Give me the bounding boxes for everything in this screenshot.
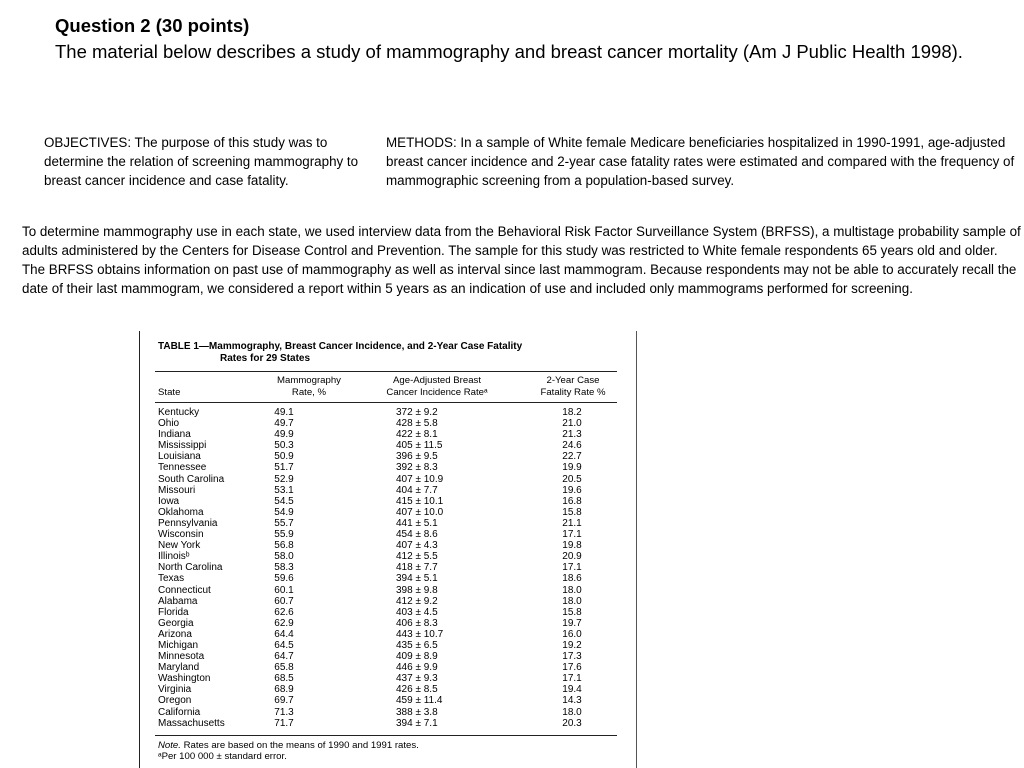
cell-incidence-rate: 388 ± 3.8 <box>396 706 438 718</box>
cell-state: Missouri <box>158 484 196 496</box>
cell-state: Georgia <box>158 617 194 629</box>
cell-fatality-rate: 19.4 <box>562 684 582 696</box>
cell-fatality-rate: 24.6 <box>562 440 582 452</box>
cell-incidence-rate: 407 ± 10.9 <box>396 473 444 485</box>
cell-mammography-rate: 55.7 <box>274 517 294 529</box>
header-state: State <box>158 387 181 398</box>
cell-incidence-rate: 409 ± 8.9 <box>396 651 438 663</box>
cell-state: Minnesota <box>158 651 205 663</box>
cell-fatality-rate: 21.1 <box>562 517 582 529</box>
cell-incidence-rate: 407 ± 4.3 <box>396 540 438 552</box>
question-intro: The material below describes a study of mammography and breast cancer mortality (Am J Public Health 1998). <box>55 41 963 62</box>
cell-state: California <box>158 706 201 718</box>
cell-fatality-rate: 14.3 <box>562 695 582 707</box>
cell-state: Connecticut <box>158 584 211 596</box>
header-fatality-line2: Fatality Rate % <box>540 386 606 398</box>
note-text: Rates are based on the means of 1990 and 1991 rates. <box>183 740 419 751</box>
cell-state: Virginia <box>158 684 192 696</box>
table-caption-line2: Rates for 29 States <box>220 353 311 364</box>
cell-incidence-rate: 406 ± 8.3 <box>396 617 438 629</box>
cell-fatality-rate: 21.0 <box>562 418 582 430</box>
cell-mammography-rate: 50.9 <box>274 451 294 463</box>
cell-state: Kentucky <box>158 407 200 418</box>
header-mammography-line1: Mammography <box>277 375 341 386</box>
header-fatality-line1: 2-Year Case <box>546 375 600 386</box>
cell-mammography-rate: 59.6 <box>274 573 294 585</box>
cell-state: Wisconsin <box>158 529 204 541</box>
cell-fatality-rate: 18.0 <box>562 595 582 607</box>
cell-mammography-rate: 54.5 <box>274 495 294 507</box>
header-incidence-line2: Cancer Incidence Rateᵃ <box>386 386 488 398</box>
cell-state: Iowa <box>158 495 180 507</box>
cell-incidence-rate: 394 ± 5.1 <box>396 573 438 585</box>
cell-incidence-rate: 454 ± 8.6 <box>396 529 438 541</box>
cell-mammography-rate: 68.9 <box>274 684 294 696</box>
cell-fatality-rate: 19.6 <box>562 484 582 496</box>
brfss-paragraph: To determine mammography use in each state, we used interview data from the Behavioral Risk Factor Surveillance System (BRFSS), a multistage probability sample of adults administered by the Centers for Disease Control and Prevention. The sample for this study was restricted to White female respondents 65 years old and older. The BRFSS obtains information on past use of mammography as well as interval since last mammogram. Because respondents may not be able to accurately recall the date of their last mammogram, we considered a report within 5 years as an indication of use and included only mammograms performed for screening. <box>22 224 1021 296</box>
header-incidence-line1: Age-Adjusted Breast <box>393 375 481 386</box>
cell-incidence-rate: 405 ± 11.5 <box>396 440 443 452</box>
cell-mammography-rate: 58.3 <box>274 562 294 574</box>
header-fatality <box>523 375 623 398</box>
cell-incidence-rate: 428 ± 5.8 <box>396 418 438 430</box>
header-incidence <box>369 375 505 398</box>
header-mammography <box>261 375 357 398</box>
cell-mammography-rate: 54.9 <box>274 506 294 518</box>
cell-fatality-rate: 20.3 <box>562 717 582 729</box>
cell-incidence-rate: 443 ± 10.7 <box>396 628 444 640</box>
cell-fatality-rate: 17.6 <box>562 662 582 674</box>
cell-mammography-rate: 49.1 <box>274 407 294 418</box>
cell-incidence-rate: 403 ± 4.5 <box>396 606 438 618</box>
cell-fatality-rate: 21.3 <box>562 429 582 441</box>
cell-fatality-rate: 18.6 <box>562 573 582 585</box>
table-bottom-rule <box>155 735 617 736</box>
cell-state: South Carolina <box>158 473 225 485</box>
cell-incidence-rate: 372 ± 9.2 <box>396 407 438 418</box>
cell-mammography-rate: 55.9 <box>274 529 294 541</box>
cell-fatality-rate: 20.9 <box>562 551 582 563</box>
cell-state: Indiana <box>158 429 191 441</box>
cell-fatality-rate: 19.9 <box>562 462 582 474</box>
cell-mammography-rate: 71.3 <box>274 706 294 718</box>
cell-incidence-rate: 418 ± 7.7 <box>396 562 438 574</box>
cell-incidence-rate: 412 ± 9.2 <box>396 595 438 607</box>
cell-state: Tennessee <box>158 462 207 474</box>
cell-fatality-rate: 16.0 <box>562 628 582 640</box>
cell-mammography-rate: 62.9 <box>274 617 294 629</box>
header-mammography-line2: Rate, % <box>291 386 327 398</box>
cell-fatality-rate: 17.1 <box>562 529 582 541</box>
cell-state: Louisiana <box>158 451 201 463</box>
cell-mammography-rate: 64.7 <box>274 651 294 663</box>
cell-incidence-rate: 437 ± 9.3 <box>396 673 438 685</box>
cell-incidence-rate: 459 ± 11.4 <box>396 695 443 707</box>
cell-state: Maryland <box>158 662 200 674</box>
cell-state: Oklahoma <box>158 506 204 518</box>
table-header-rule <box>155 402 617 403</box>
cell-incidence-rate: 415 ± 10.1 <box>396 495 444 507</box>
question-title: Question 2 (30 points) <box>55 15 250 36</box>
cell-state: Florida <box>158 606 189 618</box>
cell-fatality-rate: 19.2 <box>562 639 582 651</box>
cell-fatality-rate: 17.1 <box>562 562 582 574</box>
cell-mammography-rate: 60.7 <box>274 595 294 607</box>
table-1-figure <box>139 331 637 768</box>
cell-mammography-rate: 60.1 <box>274 584 294 596</box>
cell-mammography-rate: 56.8 <box>274 540 294 552</box>
cell-fatality-rate: 17.3 <box>562 651 582 663</box>
table-caption-line1: TABLE 1—Mammography, Breast Cancer Incidence, and 2-Year Case Fatality <box>158 341 523 352</box>
cell-fatality-rate: 18.0 <box>562 584 582 596</box>
methods-text: METHODS: In a sample of White female Medicare beneficiaries hospitalized in 1990-1991, age-adjusted breast cancer incidence and 2-year case fatality rates were estimated and compared with the frequency of mammographic screening from a population-based survey. <box>386 135 1015 188</box>
cell-fatality-rate: 19.8 <box>562 540 582 552</box>
cell-state: Texas <box>158 573 185 585</box>
cell-mammography-rate: 69.7 <box>274 695 294 707</box>
cell-incidence-rate: 407 ± 10.0 <box>396 506 444 518</box>
cell-mammography-rate: 49.9 <box>274 429 294 441</box>
cell-mammography-rate: 51.7 <box>274 462 294 474</box>
cell-mammography-rate: 62.6 <box>274 606 294 618</box>
cell-state: Mississippi <box>158 440 207 452</box>
cell-fatality-rate: 19.7 <box>562 617 582 629</box>
cell-state: Illinoisᵇ <box>158 551 190 563</box>
cell-fatality-rate: 16.8 <box>562 495 582 507</box>
table-notes <box>158 740 419 762</box>
cell-mammography-rate: 50.3 <box>274 440 294 452</box>
cell-mammography-rate: 52.9 <box>274 473 294 485</box>
cell-incidence-rate: 412 ± 5.5 <box>396 551 438 563</box>
cell-mammography-rate: 58.0 <box>274 551 294 563</box>
note-label: Note. <box>158 740 181 751</box>
cell-incidence-rate: 435 ± 6.5 <box>396 639 438 651</box>
cell-incidence-rate: 398 ± 9.8 <box>396 584 438 596</box>
cell-state: Washington <box>158 673 211 685</box>
table-caption <box>158 341 522 365</box>
cell-state: New York <box>158 540 201 552</box>
table-top-rule <box>155 371 617 372</box>
objectives-text: OBJECTIVES: The purpose of this study was to determine the relation of screening mammography to breast cancer incidence and case fatality. <box>44 135 359 188</box>
cell-incidence-rate: 446 ± 9.9 <box>396 662 438 674</box>
cell-state: Alabama <box>158 595 198 607</box>
cell-state: North Carolina <box>158 562 223 574</box>
cell-state: Massachusetts <box>158 717 225 729</box>
cell-incidence-rate: 396 ± 9.5 <box>396 451 438 463</box>
cell-fatality-rate: 18.0 <box>562 706 582 718</box>
cell-incidence-rate: 404 ± 7.7 <box>396 484 438 496</box>
cell-state: Oregon <box>158 695 192 707</box>
cell-mammography-rate: 65.8 <box>274 662 294 674</box>
cell-fatality-rate: 18.2 <box>562 407 582 418</box>
cell-incidence-rate: 422 ± 8.1 <box>396 429 438 441</box>
cell-state: Michigan <box>158 639 199 651</box>
cell-mammography-rate: 49.7 <box>274 418 294 430</box>
cell-fatality-rate: 15.8 <box>562 606 582 618</box>
cell-mammography-rate: 53.1 <box>274 484 294 496</box>
cell-fatality-rate: 17.1 <box>562 673 582 685</box>
cell-incidence-rate: 426 ± 8.5 <box>396 684 438 696</box>
cell-mammography-rate: 64.5 <box>274 639 294 651</box>
cell-state: Arizona <box>158 628 192 640</box>
cell-mammography-rate: 68.5 <box>274 673 294 685</box>
cell-fatality-rate: 20.5 <box>562 473 582 485</box>
cell-state: Pennsylvania <box>158 517 218 529</box>
cell-state: Ohio <box>158 418 180 430</box>
cell-incidence-rate: 392 ± 8.3 <box>396 462 438 474</box>
cell-mammography-rate: 64.4 <box>274 628 294 640</box>
footnote-a: ᵃPer 100 000 ± standard error. <box>158 751 287 762</box>
question-header <box>55 13 995 65</box>
cell-fatality-rate: 22.7 <box>562 451 582 463</box>
cell-incidence-rate: 441 ± 5.1 <box>396 517 438 529</box>
cell-mammography-rate: 71.7 <box>274 717 294 729</box>
cell-fatality-rate: 15.8 <box>562 506 582 518</box>
cell-incidence-rate: 394 ± 7.1 <box>396 717 438 729</box>
